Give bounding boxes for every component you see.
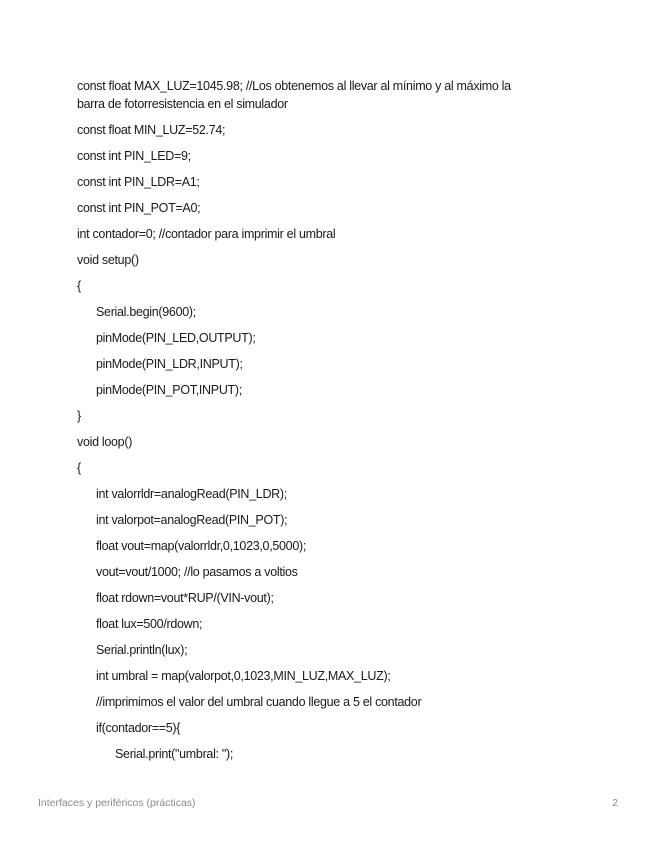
code-line-3: const int PIN_LED=9; [77, 149, 191, 163]
code-line-22: Serial.println(lux); [96, 643, 188, 657]
footer-course-title: Interfaces y periféricos (prácticas) [38, 797, 196, 809]
code-line-16: int valorrldr=analogRead(PIN_LDR); [96, 487, 287, 501]
code-line-9: Serial.begin(9600); [96, 305, 196, 319]
code-line-6: int contador=0; //contador para imprimir el umbral [77, 227, 336, 241]
footer-page-number: 2 [612, 797, 618, 809]
code-line-18: float vout=map(valorrldr,0,1023,0,5000); [96, 539, 307, 553]
code-line-19: vout=vout/1000; //lo pasamos a voltios [96, 565, 298, 579]
code-line-4: const int PIN_LDR=A1; [77, 175, 200, 189]
code-line-1: const float MAX_LUZ=1045.98; //Los obtenemos al llevar al mínimo y al máximo la [77, 79, 511, 93]
code-line-7: void setup() [77, 253, 139, 267]
code-listing [77, 76, 577, 770]
code-line-13: } [77, 409, 81, 423]
code-line-11: pinMode(PIN_LDR,INPUT); [96, 357, 243, 371]
code-line-10: pinMode(PIN_LED,OUTPUT); [96, 331, 256, 345]
code-line-5: const int PIN_POT=A0; [77, 201, 201, 215]
code-line-17: int valorpot=analogRead(PIN_POT); [96, 513, 288, 527]
code-line-20: float rdown=vout*RUP/(VIN-vout); [96, 591, 274, 605]
code-line-8: { [77, 279, 81, 293]
code-line-25: if(contador==5){ [96, 721, 181, 735]
code-line-1-continued: barra de fotorresistencia en el simulador [77, 97, 288, 111]
code-line-2: const float MIN_LUZ=52.74; [77, 123, 226, 137]
code-line-26: Serial.print("umbral: "); [115, 747, 234, 761]
code-line-12: pinMode(PIN_POT,INPUT); [96, 383, 242, 397]
code-line-23: int umbral = map(valorpot,0,1023,MIN_LUZ,MAX_LUZ); [96, 669, 391, 683]
code-line-14: void loop() [77, 435, 133, 449]
code-line-15: { [77, 461, 81, 475]
code-line-24: //imprimimos el valor del umbral cuando llegue a 5 el contador [96, 695, 422, 709]
code-line-21: float lux=500/rdown; [96, 617, 203, 631]
